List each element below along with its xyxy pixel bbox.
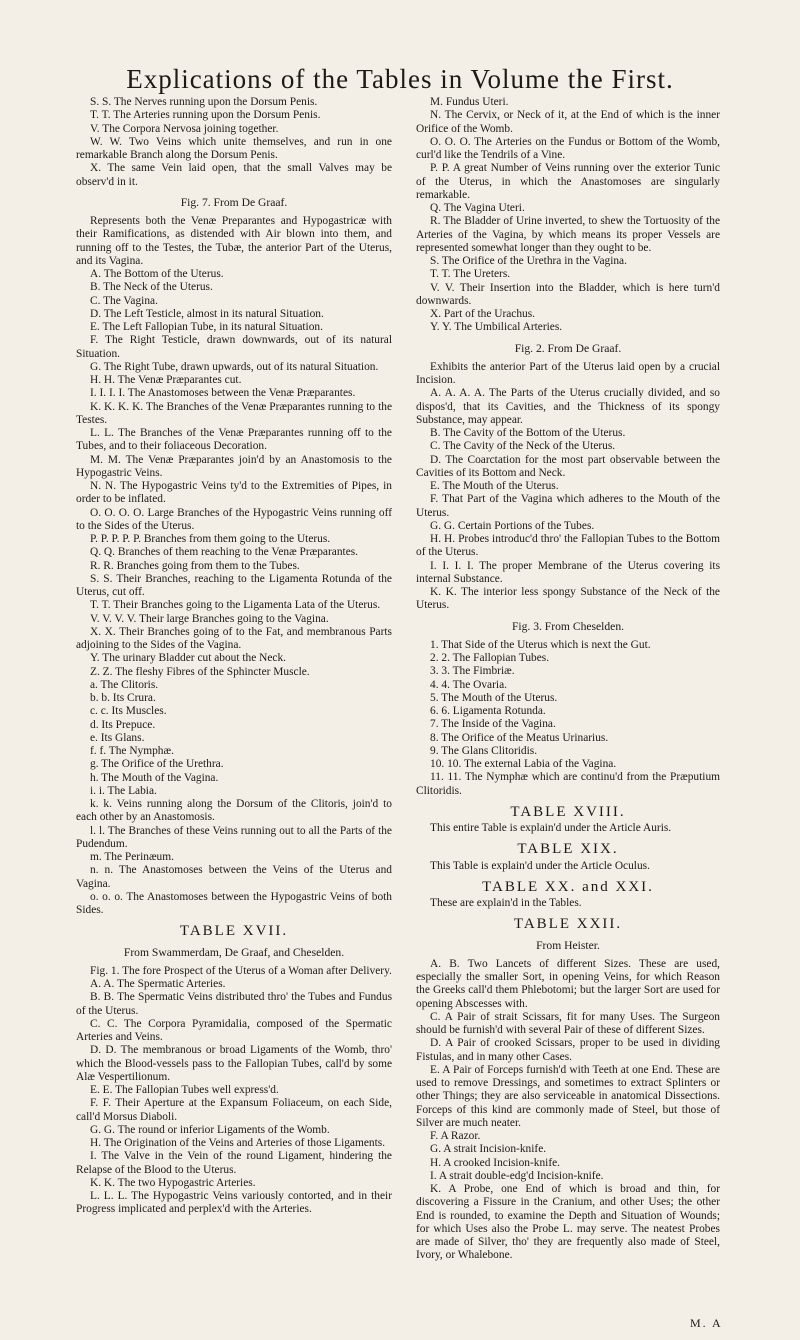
paragraph: These are explain'd in the Tables. [430,897,582,909]
paragraph: l. l. The Branches of these Veins running out to all the Parts of the Pudendum. [76,824,392,850]
paragraph: This entire Table is explain'd under the Article Auris. [430,822,672,834]
paragraph: h. The Mouth of the Vagina. [90,771,219,784]
paragraph: R. R. Branches going from them to the Tubes. [90,559,300,572]
paragraph: E. A Pair of Forceps furnish'd with Teeth at one End. These are used to remove Dressings, and sometimes to extract Splinters or other Things; they are also serviceable in anatomical Dissections. Forceps of this kind are commonly made of Steel, but those of Silver are much neater. [416,1063,720,1129]
paragraph: A. The Bottom of the Uterus. [90,268,224,280]
paragraph: F. A Razor. [430,1130,481,1142]
paragraph: o. o. o. The Anastomoses between the Hypogastric Veins of both Sides. [76,890,392,916]
paragraph: F. That Part of the Vagina which adheres to the Mouth of the Uterus. [416,493,720,519]
paragraph: m. The Perinæum. [90,851,174,863]
figure-heading: Fig. 2. From De Graaf. [514,341,622,355]
table-heading: TABLE XXII. [513,916,623,933]
paragraph: c. c. Its Muscles. [90,705,167,718]
figure-heading: From Swammerdam, De Graaf, and Cheselden. [123,945,345,959]
paragraph: f. f. The Nymphæ. [90,745,174,757]
paragraph: V. The Corpora Nervosa joining together. [90,122,279,135]
paragraph: W. W. Two Veins which unite themselves, and run in one remarkable Branch along the Dorsum Penis. [76,135,392,161]
paragraph: 11. 11. The Nymphæ which are continu'd from the Præputium Clitoridis. [416,771,720,797]
paragraph: H. H. The Venæ Præparantes cut. [90,374,242,386]
paragraph: Fig. 1. The fore Prospect of the Uterus of a Woman after Delivery. [90,964,392,977]
paragraph: F. F. Their Aperture at the Expansum Foliaceum, on each Side, call'd Morsus Diaboli. [76,1097,392,1123]
paragraph: L. L. The Branches of the Venæ Præparantes running off to the Tubes, and to their foliaceous Decoration. [76,427,392,453]
paragraph: X. X. Their Branches going of to the Fat, and membranous Parts adjoining to the Sides of the Vagina. [76,625,392,651]
paragraph: O. O. O. The Arteries on the Fundus or Bottom of the Womb, curl'd like the Tendrils of a Vine. [416,135,720,161]
paragraph: S. S. Their Branches, reaching to the Ligamenta Rotunda of the Uterus, cut off. [76,572,392,598]
paragraph: 1. That Side of the Uterus which is next the Gut. [430,638,651,651]
paragraph: T. T. The Arteries running upon the Dorsum Penis. [90,109,321,122]
figure-heading: From Heister. [536,938,600,952]
paragraph: H. The Origination of the Veins and Arteries of those Ligaments. [90,1137,386,1149]
paragraph: D. A Pair of crooked Scissars, proper to be used in dividing Fistulas, and in many other Cases. [416,1037,720,1063]
paragraph: P. P. P. P. P. Branches from them going to the Uterus. [90,533,331,545]
paragraph: I. I. I. I. The Anastomoses between the Venæ Præparantes. [90,387,356,400]
paragraph: g. The Orifice of the Urethra. [90,758,224,771]
paragraph: R. The Bladder of Urine inverted, to shew the Tortuosity of the Arteries of the Vagina, by which means its proper Vessels are represented somewhat longer than they ought to be. [416,215,720,254]
paragraph: B. The Neck of the Uterus. [90,281,213,294]
paragraph: N. N. The Hypogastric Veins ty'd to the Extremities of Pipes, in order to be inflated. [76,480,392,506]
table-heading: TABLE XIX. [517,841,619,858]
paragraph: G. A strait Incision-knife. [430,1143,547,1156]
paragraph: D. D. The membranous or broad Ligaments of the Womb, thro' which the Blood-vessels pass to the Fallopian Tubes, call'd by some Alæ Vespertilionum. [76,1044,392,1083]
paragraph: 6. 6. Ligamenta Rotunda. [430,705,546,717]
paragraph: A. A. A. A. The Parts of the Uterus crucially divided, and so dispos'd, that its Cavities, and the Thickness of its spongy Substance, may appear. [416,387,720,426]
paragraph: 10. 10. The external Labia of the Vagina. [430,758,617,770]
paragraph: B. B. The Spermatic Veins distributed thro' the Tubes and Fundus of the Uterus. [76,991,392,1017]
paragraph: V. V. V. V. Their large Branches going to the Vagina. [90,612,329,625]
paragraph: L. L. L. The Hypogastric Veins variously contorted, and in their Progress implicated and perplex'd with the Arteries. [76,1190,392,1216]
paragraph: D. The Left Testicle, almost in its natural Situation. [90,307,324,320]
figure-heading: Fig. 7. From De Graaf. [180,195,288,209]
paragraph: i. i. The Labia. [90,784,157,797]
paragraph: Y. The urinary Bladder cut about the Neck. [90,652,287,665]
paragraph: Z. Z. The fleshy Fibres of the Sphincter Muscle. [90,665,310,678]
figure-heading: Fig. 3. From Cheselden. [511,619,625,633]
paragraph: Q. The Vagina Uteri. [430,202,525,214]
paragraph: D. The Coarctation for the most part observable between the Cavities of its Bottom and Neck. [416,453,720,479]
paragraph: d. Its Prepuce. [90,718,156,731]
paragraph: C. C. The Corpora Pyramidalia, composed of the Spermatic Arteries and Veins. [76,1017,392,1043]
paragraph: G. G. Certain Portions of the Tubes. [430,519,595,532]
paragraph: C. A Pair of strait Scissars, fit for many Uses. The Surgeon should be furnish'd with several Pair of these of different Sizes. [416,1010,720,1036]
table-heading: TABLE XVIII. [510,803,626,820]
paragraph: b. b. Its Crura. [90,692,156,704]
paragraph: I. I. I. I. The proper Membrane of the Uterus covering its internal Substance. [416,559,720,585]
paragraph: G. The Right Tube, drawn upwards, out of its natural Situation. [90,360,379,373]
catchword: M. A [690,1316,723,1330]
left-column [76,96,392,1217]
paragraph: 7. The Inside of the Vagina. [430,718,556,731]
paragraph: E. The Mouth of the Uterus. [430,480,559,492]
paragraph: 9. The Glans Clitoridis. [430,744,538,757]
paragraph: K. A Probe, one End of which is broad and thin, for discovering a Fissure in the Cranium, and other Uses; the other End is rounded, to examine the Depth and Situation of Wounds; for which Uses also the Probe L. may serve. The neatest Probes are made of Silver, tho' they are frequently also made of Steel, Ivory, or Whalebone. [416,1183,720,1262]
paragraph: F. The Right Testicle, drawn downwards, out of its natural Situation. [76,334,392,360]
paragraph: M. M. The Venæ Præparantes join'd by an Anastomosis to the Hypogastric Veins. [76,453,392,479]
paragraph: Q. Q. Branches of them reaching to the Venæ Præparantes. [90,546,359,559]
paragraph: Exhibits the anterior Part of the Uterus laid open by a crucial Incision. [416,360,720,386]
paragraph: k. k. Veins running along the Dorsum of the Clitoris, join'd to each other by an Anastomosis. [76,798,392,824]
paragraph: M. Fundus Uteri. [430,96,509,108]
paragraph: T. T. Their Branches going to the Ligamenta Lata of the Uterus. [90,599,381,612]
paragraph: N. The Cervix, or Neck of it, at the End of which is the inner Orifice of the Womb. [416,109,720,135]
paragraph: S. The Orifice of the Urethra in the Vagina. [430,255,627,267]
paragraph: H. H. Probes introduc'd thro' the Fallopian Tubes to the Bottom of the Uterus. [416,533,720,559]
paragraph: A. B. Two Lancets of different Sizes. These are used, especially the smaller Sort, in opening Veins, for which Reason the Greeks call'd them Phlebotomi; but the larger Sort are used for opening Abscesses with. [416,957,720,1010]
paragraph: K. K. K. K. The Branches of the Venæ Præparantes running to the Testes. [76,400,392,426]
right-column [416,96,720,1263]
paragraph: I. The Valve in the Vein of the round Ligament, hindering the Relapse of the Blood to the Uterus. [76,1150,392,1176]
paragraph: G. G. The round or inferior Ligaments of the Womb. [90,1123,330,1136]
paragraph: X. The same Vein laid open, that the small Valves may be observ'd in it. [76,162,392,188]
paragraph: P. P. A great Number of Veins running over the exterior Tunic of the Uterus, in which the Anastomoses are singularly remarkable. [416,162,720,201]
paragraph: T. T. The Ureters. [430,268,511,281]
paragraph: E. E. The Fallopian Tubes well express'd. [90,1084,279,1096]
paragraph: O. O. O. O. Large Branches of the Hypogastric Veins running off to the Sides of the Uterus. [76,506,392,532]
table-heading: TABLE XVII. [179,923,289,940]
paragraph: C. The Vagina. [90,294,158,307]
paragraph: K. K. The two Hypogastric Arteries. [90,1176,256,1189]
paragraph: V. V. Their Insertion into the Bladder, which is here turn'd downwards. [416,281,720,307]
paragraph: This Table is explain'd under the Article Oculus. [430,859,650,872]
paragraph: 4. 4. The Ovaria. [430,678,507,691]
paragraph: 5. The Mouth of the Uterus. [430,691,558,704]
paragraph: 3. 3. The Fimbriæ. [430,665,515,678]
paragraph: H. A crooked Incision-knife. [430,1156,561,1169]
paragraph: Y. Y. The Umbilical Arteries. [430,321,563,334]
paragraph: e. Its Glans. [90,731,145,744]
paragraph: a. The Clitoris. [90,678,159,691]
paragraph: 2. 2. The Fallopian Tubes. [430,652,550,664]
paragraph: C. The Cavity of the Neck of the Uterus. [430,440,616,453]
paragraph: 8. The Orifice of the Meatus Urinarius. [430,731,609,744]
paragraph: B. The Cavity of the Bottom of the Uterus. [430,427,626,439]
page-title: Explications of the Tables in Volume the First. [126,64,674,94]
paragraph: E. The Left Fallopian Tube, in its natural Situation. [90,321,323,333]
paragraph: K. K. The interior less spongy Substance of the Neck of the Uterus. [416,586,720,612]
paragraph: X. Part of the Urachus. [430,308,536,320]
paragraph: Represents both the Venæ Preparantes and Hypogastricæ with their Ramifications, as distended with Air blown into them, and running off to the Testes, the Tubæ, the anterior Part of the Uterus, and its Vagina. [76,215,392,267]
table-heading: TABLE XX. and XXI. [482,878,654,895]
paragraph: S. S. The Nerves running upon the Dorsum Penis. [90,96,318,108]
paragraph: A. A. The Spermatic Arteries. [90,978,226,990]
paragraph: I. A strait double-edg'd Incision-knife. [430,1169,604,1182]
paragraph: n. n. The Anastomoses between the Veins of the Uterus and Vagina. [76,864,392,890]
